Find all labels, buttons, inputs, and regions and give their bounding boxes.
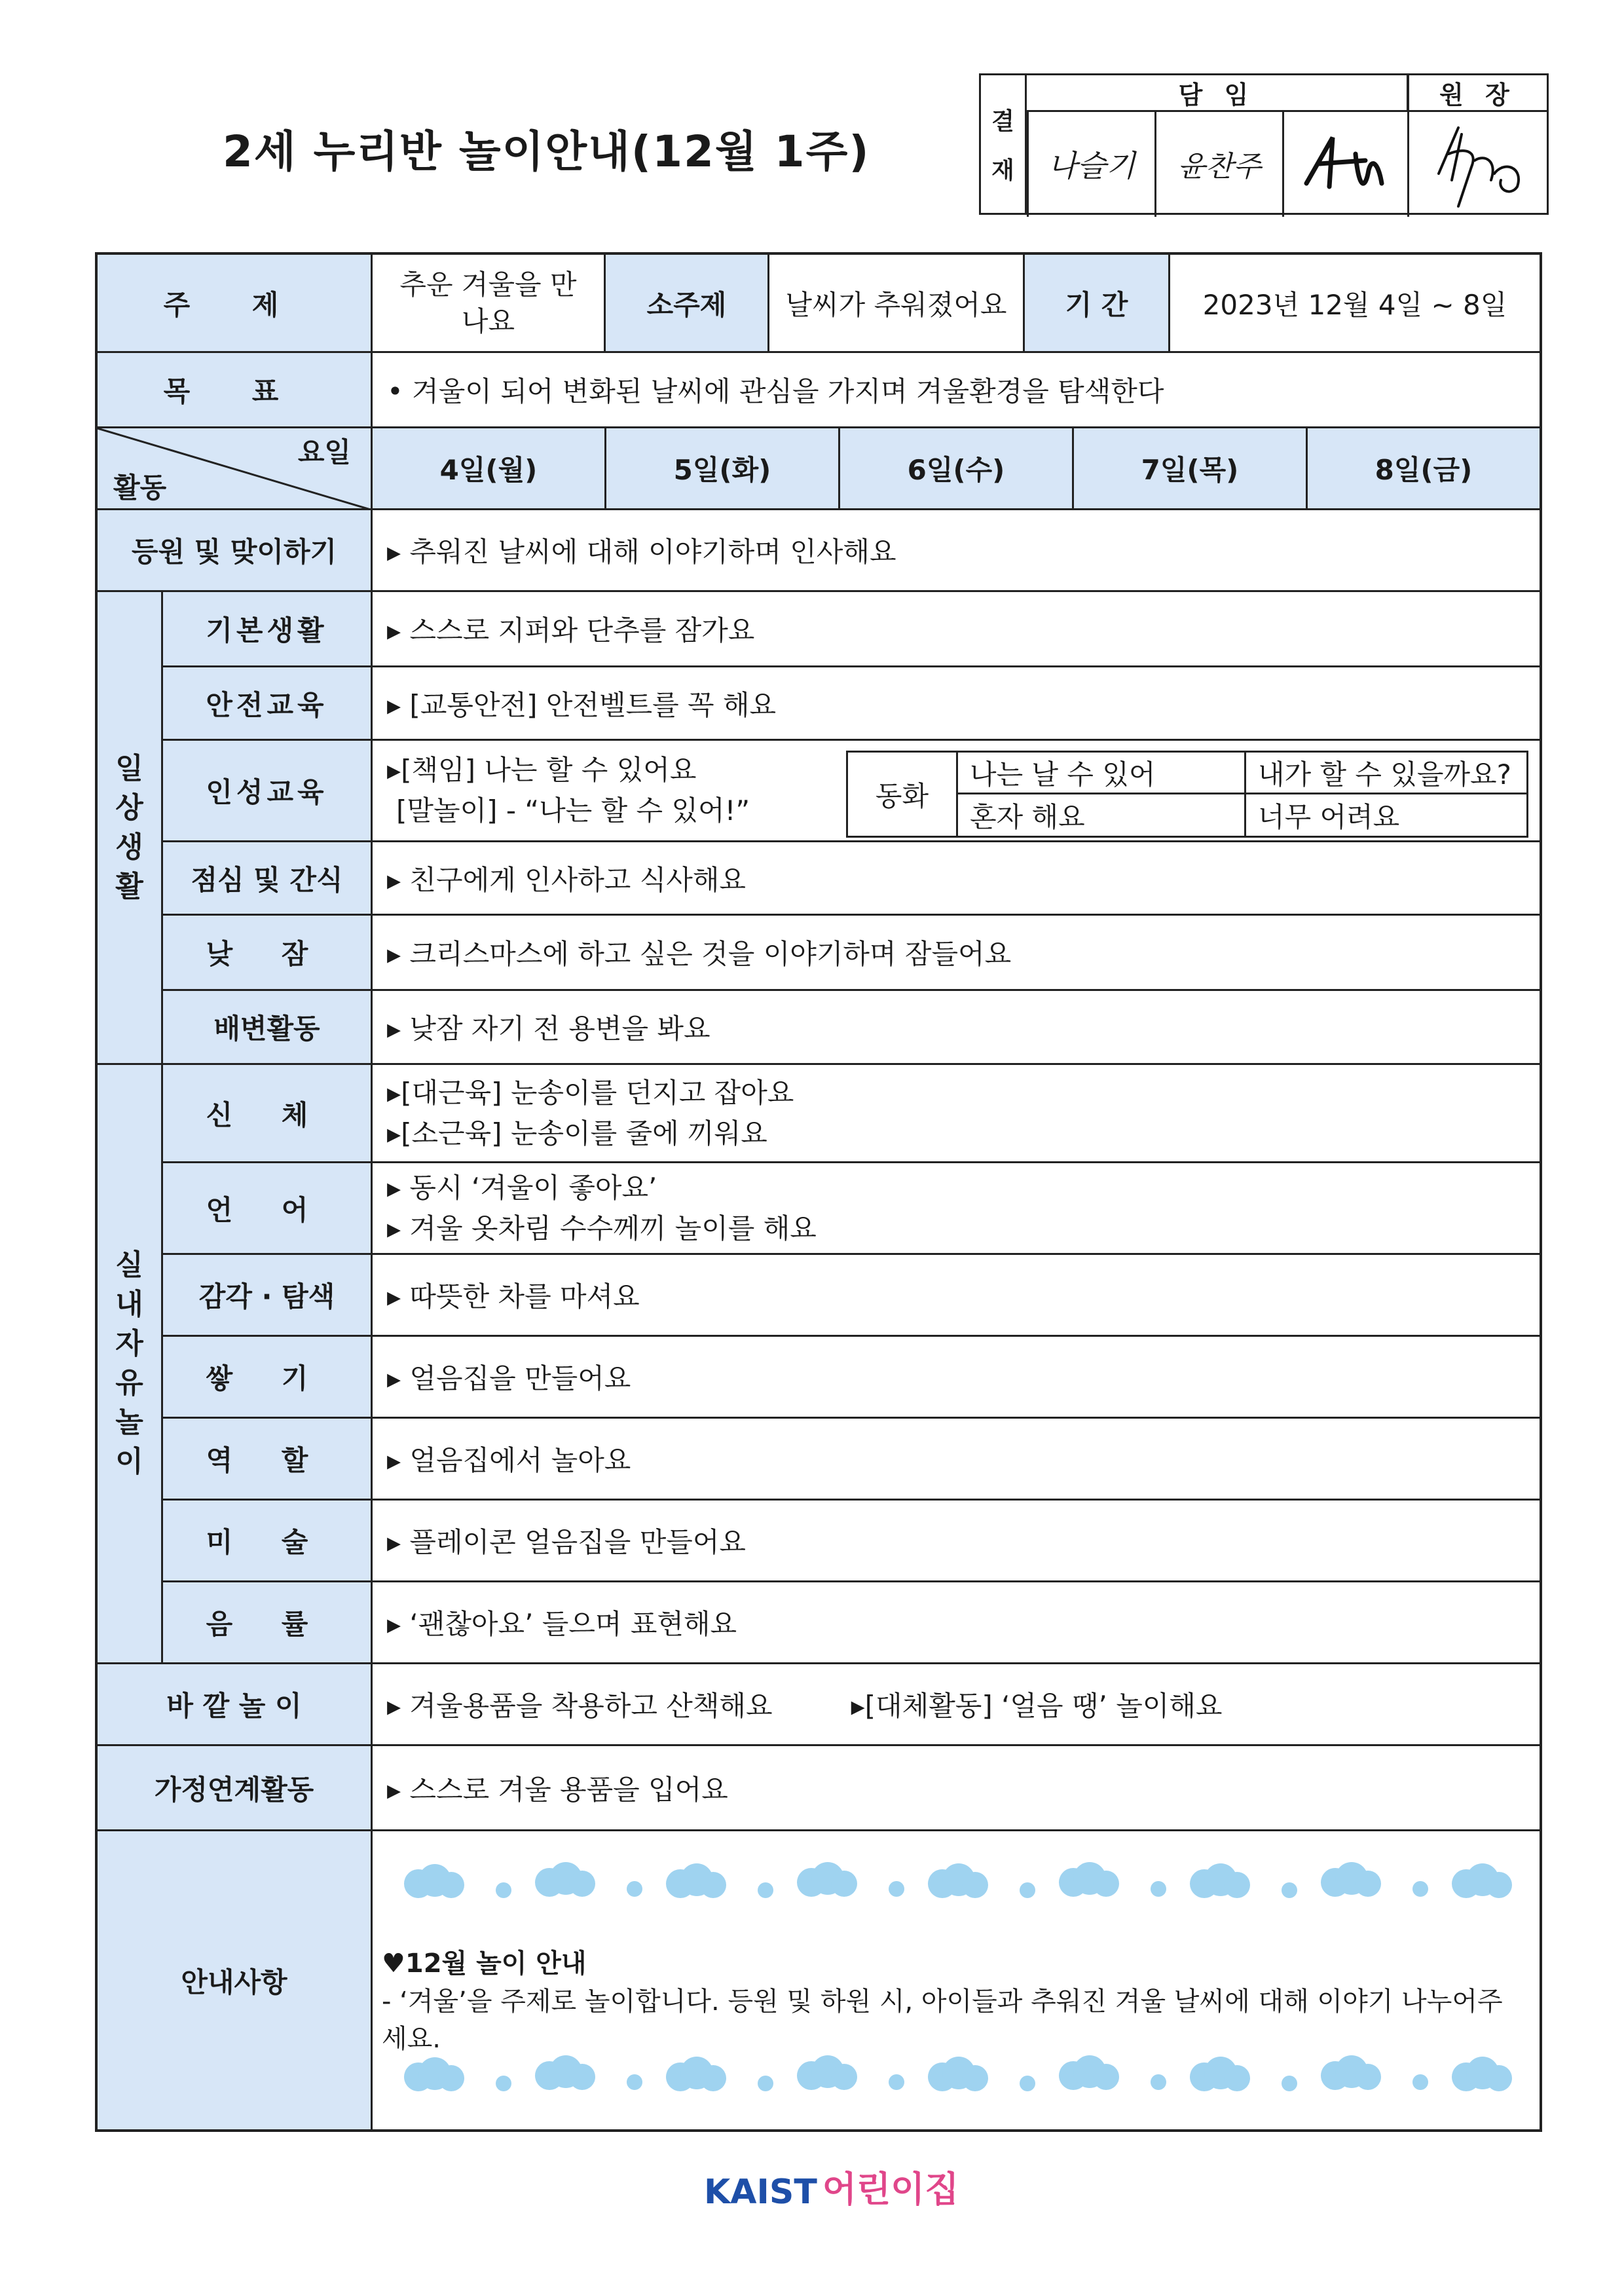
- day-header: 8일(금): [1308, 428, 1540, 510]
- story-book: 혼자 해요: [958, 794, 1246, 836]
- lunch-value: ▸ 친구에게 인사하고 식사해요: [373, 842, 1540, 916]
- signature-4: [1409, 112, 1547, 215]
- safety-value: ▸ [교통안전] 안전벨트를 꼭 해요: [373, 667, 1540, 741]
- home-label: 가정연계활동: [98, 1746, 373, 1831]
- approval-side-char: 재: [991, 157, 1014, 184]
- character-line2: [말놀이] - “나는 할 수 있어!”: [396, 794, 750, 827]
- role-label: 역 할: [163, 1419, 373, 1501]
- logo-kaist-text: KAIST: [704, 2173, 817, 2212]
- role-value: ▸ 얼음집에서 놀아요: [373, 1419, 1540, 1501]
- notice-line2: 세요.: [382, 2024, 441, 2054]
- logo-center-text: 어린이집: [822, 2169, 959, 2210]
- cloud-border-top: [373, 1857, 1540, 1910]
- plan-table: [95, 252, 1542, 2132]
- theme-value: 추운 겨울을 만나요: [373, 255, 606, 353]
- subtheme-value: 날씨가 추워졌어요: [769, 255, 1025, 353]
- page-title: 2세 누리반 놀이안내(12월 1주): [223, 126, 870, 177]
- goal-label: 목 표: [98, 353, 373, 428]
- character-label: 인성교육: [163, 741, 373, 842]
- lunch-label: 점심 및 간식: [163, 842, 373, 916]
- kaist-logo: [704, 2161, 959, 2212]
- story-book: 너무 어려요: [1258, 800, 1400, 833]
- free-play-group-label: 실 내 자 유 놀 이: [98, 1065, 163, 1664]
- art-value: ▸ 플레이콘 얼음집을 만들어요: [373, 1501, 1540, 1582]
- notice-content: [373, 1831, 1540, 2129]
- goal-value: • 겨울이 되어 변화된 날씨에 관심을 가지며 겨울환경을 탐색한다: [373, 353, 1540, 428]
- signature-1: 나슬기: [1048, 147, 1135, 183]
- arrival-label: 등원 및 맞이하기: [98, 510, 373, 592]
- day-header: 4일(월): [373, 428, 606, 510]
- notice-line1: - ‘겨울’을 주제로 놀이합니다. 등원 및 하원 시, 아이들과 추워진 겨울 날씨에 대해 이야기 나누어주: [382, 1987, 1503, 2017]
- subtheme-label: 소주제: [606, 255, 769, 353]
- toilet-label: 배변활동: [163, 991, 373, 1065]
- music-label: 음 률: [163, 1582, 373, 1664]
- story-book: 나는 날 수 있어: [958, 753, 1246, 794]
- music-value: ▸ ‘괜찮아요’ 들으며 표현해요: [373, 1582, 1540, 1664]
- outdoor-value: ▸ 겨울용품을 착용하고 산책해요 ▸[대체활동] ‘얼음 땡’ 놀이해요: [373, 1664, 1540, 1746]
- basic-life-label: 기본생활: [163, 592, 373, 667]
- outdoor-label: 바 깥 놀 이: [98, 1664, 373, 1746]
- language-value: ▸ 동시 ‘겨울이 좋아요’ ▸ 겨울 옷차림 수수께끼 놀이를 해요: [373, 1163, 1540, 1255]
- approval-side-char: 결: [991, 108, 1014, 135]
- cloud-border-bottom: [373, 2051, 1540, 2103]
- activity-corner-label: 활동: [113, 472, 167, 504]
- story-label: 동화: [848, 753, 958, 836]
- signature-3: [1284, 112, 1407, 215]
- approval-box: [979, 73, 1549, 215]
- nap-label: 낮 잠: [163, 916, 373, 991]
- day-header: 7일(목): [1074, 428, 1308, 510]
- period-label: 기 간: [1025, 255, 1170, 353]
- blocks-label: 쌓 기: [163, 1337, 373, 1419]
- physical-label: 신 체: [163, 1065, 373, 1163]
- safety-label: 안전교육: [163, 667, 373, 741]
- sensory-label: 감각 · 탐색: [163, 1255, 373, 1337]
- day-corner-label: 요일: [297, 436, 351, 468]
- notice-heading: ♥12월 놀이 안내: [382, 1949, 587, 1979]
- character-line1: ▸[책임] 나는 할 수 있어요: [387, 754, 697, 786]
- basic-life-value: ▸ 스스로 지퍼와 단추를 잠가요: [373, 592, 1540, 667]
- nap-value: ▸ 크리스마스에 하고 싶은 것을 이야기하며 잠들어요: [373, 916, 1540, 991]
- story-box: [846, 751, 1528, 838]
- blocks-value: ▸ 얼음집을 만들어요: [373, 1337, 1540, 1419]
- activity-day-corner: [98, 428, 373, 510]
- period-value: 2023년 12월 4일 ~ 8일: [1170, 255, 1540, 353]
- toilet-value: ▸ 낮잠 자기 전 용변을 봐요: [373, 991, 1540, 1065]
- sensory-value: ▸ 따뜻한 차를 마셔요: [373, 1255, 1540, 1337]
- art-label: 미 술: [163, 1501, 373, 1582]
- language-label: 언 어: [163, 1163, 373, 1255]
- approval-side-label: [981, 75, 1027, 213]
- theme-label: 주 제: [98, 255, 373, 353]
- day-header: 5일(화): [606, 428, 840, 510]
- arrival-value: ▸ 추워진 날씨에 대해 이야기하며 인사해요: [373, 510, 1540, 592]
- story-book: 내가 할 수 있을까요?: [1246, 753, 1526, 794]
- home-value: ▸ 스스로 겨울 용품을 입어요: [373, 1746, 1540, 1831]
- day-header: 6일(수): [840, 428, 1074, 510]
- homeroom-label: 담 임: [1027, 75, 1409, 112]
- signature-2: 윤찬주: [1177, 149, 1261, 183]
- daily-life-group-label: 일 상 생 활: [98, 592, 163, 1065]
- notice-label: 안내사항: [98, 1831, 373, 2129]
- director-label: 원 장: [1409, 75, 1547, 112]
- physical-value: ▸[대근육] 눈송이를 던지고 잡아요 ▸[소근육] 눈송이를 줄에 끼워요: [373, 1065, 1540, 1163]
